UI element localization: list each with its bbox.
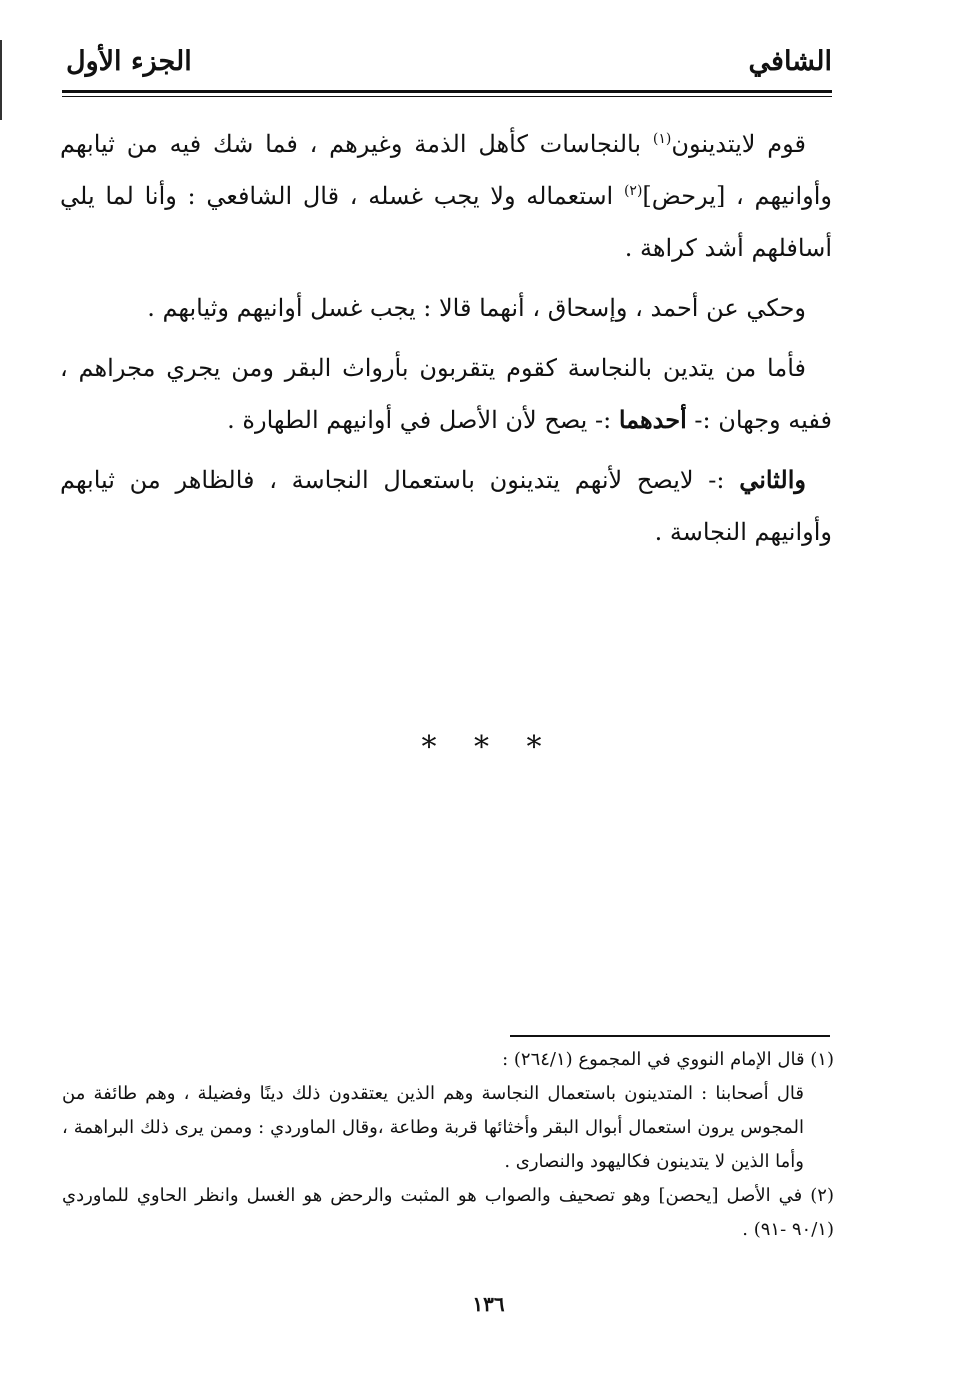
footnote-1-body: قال أصحابنا : المتدينون باستعمال النجاسة وهم الذين يعتقدون ذلك دينًا وفضيلة ، وهم طائفة من المجوس يرون استعمال أبوال البقر وأخثائها قربة وطاعة ،وقال الماوردي : وممن يرى ذلك البراهمة ، وأما الذين لا يتدينون فكاليهود والنصارى .: [62, 1083, 804, 1172]
footnote-rule: [510, 1035, 830, 1037]
p3-part-a: فأما من يتدين بالنجاسة كقوم يتقربون بأرواث البقر ومن يجري مجراهم ، ففيه وجهان :-: [60, 354, 832, 434]
page-number: ١٣٦: [472, 1292, 505, 1316]
footnote-ref-1: (١): [652, 131, 672, 147]
p1-part-b: بالنجاسات كأهل الذمة وغيرهم ، فما شك فيه من ثيابهم وأوانيهم ، [يرحض]: [60, 130, 832, 210]
footnotes: [62, 1043, 834, 1247]
p4-part-a: :- لايصح لأنهم يتدينون باستعمال النجاسة ، فالظاهر من ثيابهم وأوانيهم النجاسة .: [60, 466, 832, 546]
paragraph-1: [60, 118, 832, 274]
paragraph-3: [60, 342, 832, 446]
footnote-1-heading: (١) قال الإمام النووي في المجموع (٢٦٤/١) :: [502, 1049, 834, 1070]
p1-part-a: قوم لايتدينون: [671, 130, 806, 158]
scan-edge-mark: [0, 40, 2, 120]
header-rule-thin: [62, 96, 832, 97]
footnote-ref-2: (٢): [623, 183, 643, 199]
running-header: [62, 38, 832, 98]
footnote-2: (٢) في الأصل [يحصن] وهو تصحيف والصواب هو المثبت والرحض هو الغسل وانظر الحاوي للماوردي (٩٠/١ -٩١) .: [62, 1185, 834, 1240]
p3-part-b: :- يصح لأن الأصل في أوانيهم الطهارة .: [227, 406, 619, 434]
section-separator: * * *: [421, 730, 556, 765]
header-rule-thick: [62, 90, 832, 93]
p1-part-c: استعماله ولا يجب غسله ، قال الشافعي : وأنا لما يلي أسافلهم أشد كراهة .: [60, 182, 832, 262]
book-title: الشافي: [748, 46, 832, 77]
p3-bold-term: أحدهما: [618, 405, 687, 434]
paragraph-2: وحكي عن أحمد ، وإسحاق ، أنهما قالا : يجب غسل أوانيهم وثيابهم .: [147, 294, 806, 322]
main-text: [60, 118, 832, 566]
p4-bold-term: والثاني: [739, 465, 806, 494]
paragraph-4: [60, 454, 832, 558]
volume-title: الجزء الأول: [66, 46, 192, 77]
